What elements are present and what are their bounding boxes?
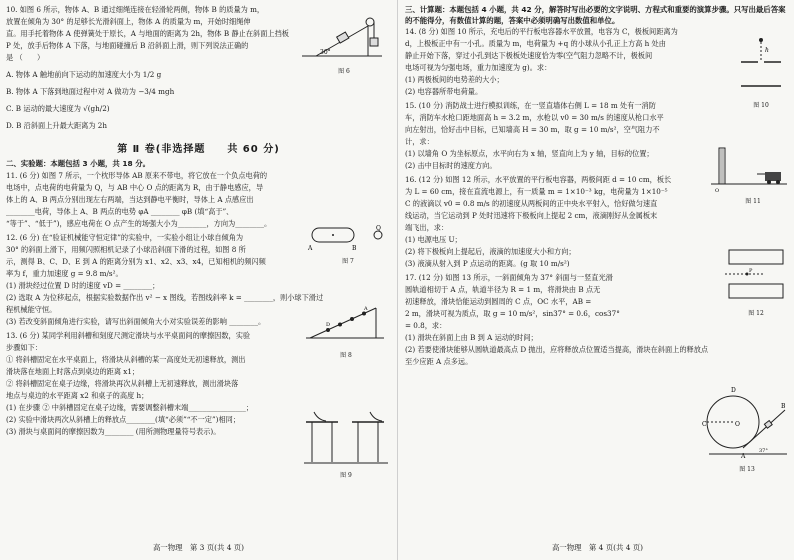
question-11: [6, 170, 306, 230]
page-3: [6, 4, 391, 556]
fig11-o-label: O: [715, 188, 720, 194]
section-3-title: 三、计算题：本题包括 4 小题，共 42 分，解答时写出必要的文字说明、方程式和重要的演算步骤。只写出最后答案的不能得分，有数值计算的题，答案中必须明确写出数值和单位。: [405, 5, 786, 25]
fig13-c-label: C: [702, 421, 707, 428]
q17-line: 2 m，滑块可视为质点，取 g = 10 m/s²，sin37° = 0.6，cos37°: [405, 309, 620, 318]
figure-9: [304, 410, 388, 466]
q13-line: (3) 滑块与桌面间的摩擦因数为________ (用所测物理量符号表示)。: [6, 427, 221, 436]
q13-line: ① 将斜槽固定在水平桌面上，将滑块从斜槽的某一高度处无初速释放，测出: [6, 355, 246, 364]
question-14: [405, 26, 725, 98]
q17-line: = 0.8，求：: [405, 321, 447, 330]
q12-line: (3) 若改变斜面倾角进行实验，请写出斜面倾角大小对实验误差的影响 ________。: [6, 317, 266, 326]
page-4: [405, 4, 790, 556]
q16-line: (3) 液滴从射入到 P 点运动的距离。(g 取 10 m/s²): [405, 259, 570, 268]
q10-line: 放置在倾角为 30° 的足够长光滑斜面上，物体 A 的质量为 m，开始时细绳伸: [6, 17, 251, 26]
q11-line: ________电荷，导体上 A、B 两点的电势 φA ________ φB (填“高于”、: [6, 207, 234, 216]
q12-line: 12. (6 分) 在“验证机械能守恒定律”的实验中，一实验小组让小球自倾角为: [6, 233, 244, 242]
section-2-title: 二、实验题：本题包括 3 小题，共 18 分。: [6, 159, 150, 168]
q14-line: (1) 两极板间的电势差的大小；: [405, 75, 504, 84]
figure-11: [711, 144, 787, 194]
fig7-a-label: A: [308, 245, 313, 252]
figure-8: [302, 300, 388, 344]
q15-line: 车，消防车水枪口距地面高 h = 3.2 m，水枪以 v0 = 30 m/s 的速度从枪口水平: [405, 113, 664, 122]
fig10-caption: 图 10: [753, 102, 769, 109]
figure-12: [725, 244, 787, 306]
q16-line: (1) 电源电压 U；: [405, 235, 462, 244]
q13-line: ② 将斜槽固定在桌子边缘，将滑块再次从斜槽上无初速释放，测出滑块落: [6, 379, 239, 388]
fig11-caption: 图 11: [745, 198, 761, 205]
q17-line: 初速释放，滑块恰能运动到圆周的 C 点，OC 水平，AB =: [405, 297, 592, 306]
q10-option-c: C. B 运动的最大速度为 √(gh/2): [6, 104, 110, 113]
q14-line: d，上极板正中有一小孔。质量为 m，电荷量为 +q 的小球从小孔正上方高 h 处由: [405, 39, 666, 48]
q11-line: 电场中，点电荷的电荷量为 Q，与 AB 中心 O 点的距离为 R，由于静电感应，导: [6, 183, 264, 192]
figure-6: [298, 8, 388, 64]
q16-line: 线运动，当它运动到 P 处时迅速将下极板向上提起 2 cm，液滴刚好从金属板末: [405, 211, 658, 220]
q15-line: 15. (10 分) 消防战士进行模拟训练，在一竖直墙体右侧 L = 18 m 处有一消防: [405, 101, 656, 110]
figure-10: [735, 34, 787, 98]
q17-line: (1) 滑块在斜面上由 B 到 A 运动的时间；: [405, 333, 538, 342]
fig7-caption: 图 7: [342, 258, 354, 265]
q10-option-b: B. 物体 A 下落到地面过程中对 A 做功为 −3/4 mgh: [6, 87, 175, 96]
fig13-caption: 图 13: [739, 466, 755, 473]
q15-line: 计，求：: [405, 137, 434, 146]
fig8-a-label: A: [364, 306, 368, 312]
page-divider: [397, 0, 398, 560]
q14-line: 14. (8 分) 如图 10 所示，充电后的平行板电容器水平放置，电容为 C，极板间距离为: [405, 27, 678, 36]
page-4-footer: 高一物理 第 4 页(共 4 页): [551, 543, 644, 552]
q16-line: (2) 将下极板向上提起后，液滴的加速度大小和方向；: [405, 247, 576, 256]
q14-line: 电场可视为匀强电场，重力加速度为 g)。求：: [405, 63, 552, 72]
fig12-caption: 图 12: [748, 310, 764, 317]
q16-line: 为 L = 60 cm，接在直流电源上，有一质量 m = 1×10⁻³ kg，电荷量为 1×10⁻⁵: [405, 187, 668, 196]
fig13-angle-label: 37°: [759, 448, 768, 454]
q11-line: 11. (6 分) 如图 7 所示，一个枕形导体 AB 原来不带电，将它放在一个负点电荷的: [6, 171, 268, 180]
q13-line: 地点与桌边的水平距离 x2 和桌子的高度 h；: [6, 391, 149, 400]
fig6-angle-label: 30°: [320, 49, 331, 56]
q13-line: 13. (6 分) 某同学利用斜槽和刻度尺测定滑块与水平桌面间的摩擦因数，实验: [6, 331, 251, 340]
q13-line: (1) 在步骤 ② 中斜槽固定在桌子边缘，需要调整斜槽末端________________；: [6, 403, 254, 412]
page-3-footer: 高一物理 第 3 页(共 4 页): [152, 543, 245, 552]
question-16: [405, 174, 723, 270]
part-2-title: 第 Ⅱ 卷(非选择题 共 60 分): [117, 144, 280, 155]
q12-line: 率为 f，重力加速度 g = 9.8 m/s²。: [6, 269, 123, 278]
q16-line: C 的液滴以 v0 = 0.8 m/s 的初速度从两板间的正中央水平射入，恰好做匀速直: [405, 199, 658, 208]
fig7-b-label: B: [352, 245, 357, 252]
q12-line: (2) 选取 A 为位移起点，根据实验数据作出 v² − x 图线，若图线斜率 k = ________，则小球下滑过: [6, 293, 324, 302]
fig8-caption: 图 8: [340, 352, 352, 359]
fig9-caption: 图 9: [340, 472, 352, 479]
q17-line: (2) 若要使滑块能够从圆轨道最高点 D 抛出，应将释放点位置适当提高，滑块在斜面上的释放点: [405, 345, 709, 354]
q10-line: P 处，放手后物体 A 下落，与地面碰撞后 B 沿斜面上滑，则下列说法正确的: [6, 41, 249, 50]
fig13-b-label: B: [781, 403, 786, 410]
fig13-o-label: O: [735, 421, 740, 428]
question-12: [6, 232, 324, 328]
question-15: [405, 100, 715, 172]
question-13: [6, 330, 306, 438]
q16-line: 端飞出，求：: [405, 223, 449, 232]
fig6-caption: 图 6: [338, 68, 350, 75]
q17-line: 至少应距 A 点多远。: [405, 357, 473, 366]
q15-line: (2) 击中目标时的速度方向。: [405, 161, 497, 170]
q11-line: 体上的 A、B 两点分别出现左右两端，当达到静电平衡时，导体上 A 点感应出: [6, 195, 254, 204]
figure-7: [306, 222, 388, 252]
q10-line: 直。用手托着物体 A 使弹簧处于原长，A 与地面的距离为 2h，物体 B 静止在斜面上挡板: [6, 29, 289, 38]
q12-line: 30° 的斜面上滑下，用频闪照相机记录了小球沿斜面下滑的过程，如图 8 所: [6, 245, 246, 254]
q13-line: (2) 实验中滑块两次从斜槽上的释放点________(填“必须”“不一定”)相同；: [6, 415, 241, 424]
fig8-d-label: D: [326, 322, 331, 328]
q17-line: 圆轨道相切于 A 点，轨道半径为 R = 1 m，将滑块由 B 点无: [405, 285, 601, 294]
q17-line: 17. (12 分) 如图 13 所示，一斜面倾角为 37° 斜面与一竖直光滑: [405, 273, 613, 282]
fig12-p-label: P: [749, 268, 753, 274]
q16-line: 16. (12 分) 如图 12 所示，水平放置的平行板电容器，两极间距 d = 10 cm，板长: [405, 175, 672, 184]
figure-13: [703, 382, 789, 462]
q10-line: 10. 如图 6 所示，物体 A、B 通过细绳连接在轻滑轮两侧，物体 B 的质量为 m，: [6, 5, 265, 14]
fig10-h-label: h: [765, 47, 769, 54]
q15-line: (1) 以墙角 O 为坐标原点，水平向右为 x 轴，竖直向上为 y 轴，目标的位置；: [405, 149, 654, 158]
q14-line: (2) 电容器所带电荷量。: [405, 87, 483, 96]
question-10: [6, 4, 294, 132]
q11-line: “等于”、“低于”)，感应电荷在 O 点产生的场强大小为________，方向为________。: [6, 219, 272, 228]
fig13-a-label: A: [741, 453, 746, 460]
q12-line: (1) 滑块经过位置 D 时的速度 vD = ________；: [6, 281, 160, 290]
q15-line: 向左射出，恰好击中目标，已知墙高 H = 30 m，取 g = 10 m/s²，空气阻力不: [405, 125, 660, 134]
fig7-q-label: Q: [376, 225, 381, 232]
q12-line: 程机械能守恒。: [6, 305, 57, 314]
q10-line: 是 （ ）: [6, 53, 45, 62]
fig13-d-label: D: [731, 387, 736, 394]
q12-line: 示，测得 B、C、D、E 到 A 的距离分别为 x1、x2、x3、x4，已知相机的频闪频: [6, 257, 266, 266]
q10-option-a: A. 物体 A 触地前向下运动的加速度大小为 1/2 g: [6, 70, 162, 79]
question-17: [405, 272, 709, 368]
q13-line: 滑块落在地面上时落点到桌边的距离 x1；: [6, 367, 140, 376]
q10-option-d: D. B 沿斜面上升最大距离为 2h: [6, 121, 108, 130]
q14-line: 静止开始下落，穿过小孔到达下极板处速度恰为零(空气阻力忽略不计，极板间: [405, 51, 653, 60]
q13-line: 步骤如下：: [6, 343, 42, 352]
